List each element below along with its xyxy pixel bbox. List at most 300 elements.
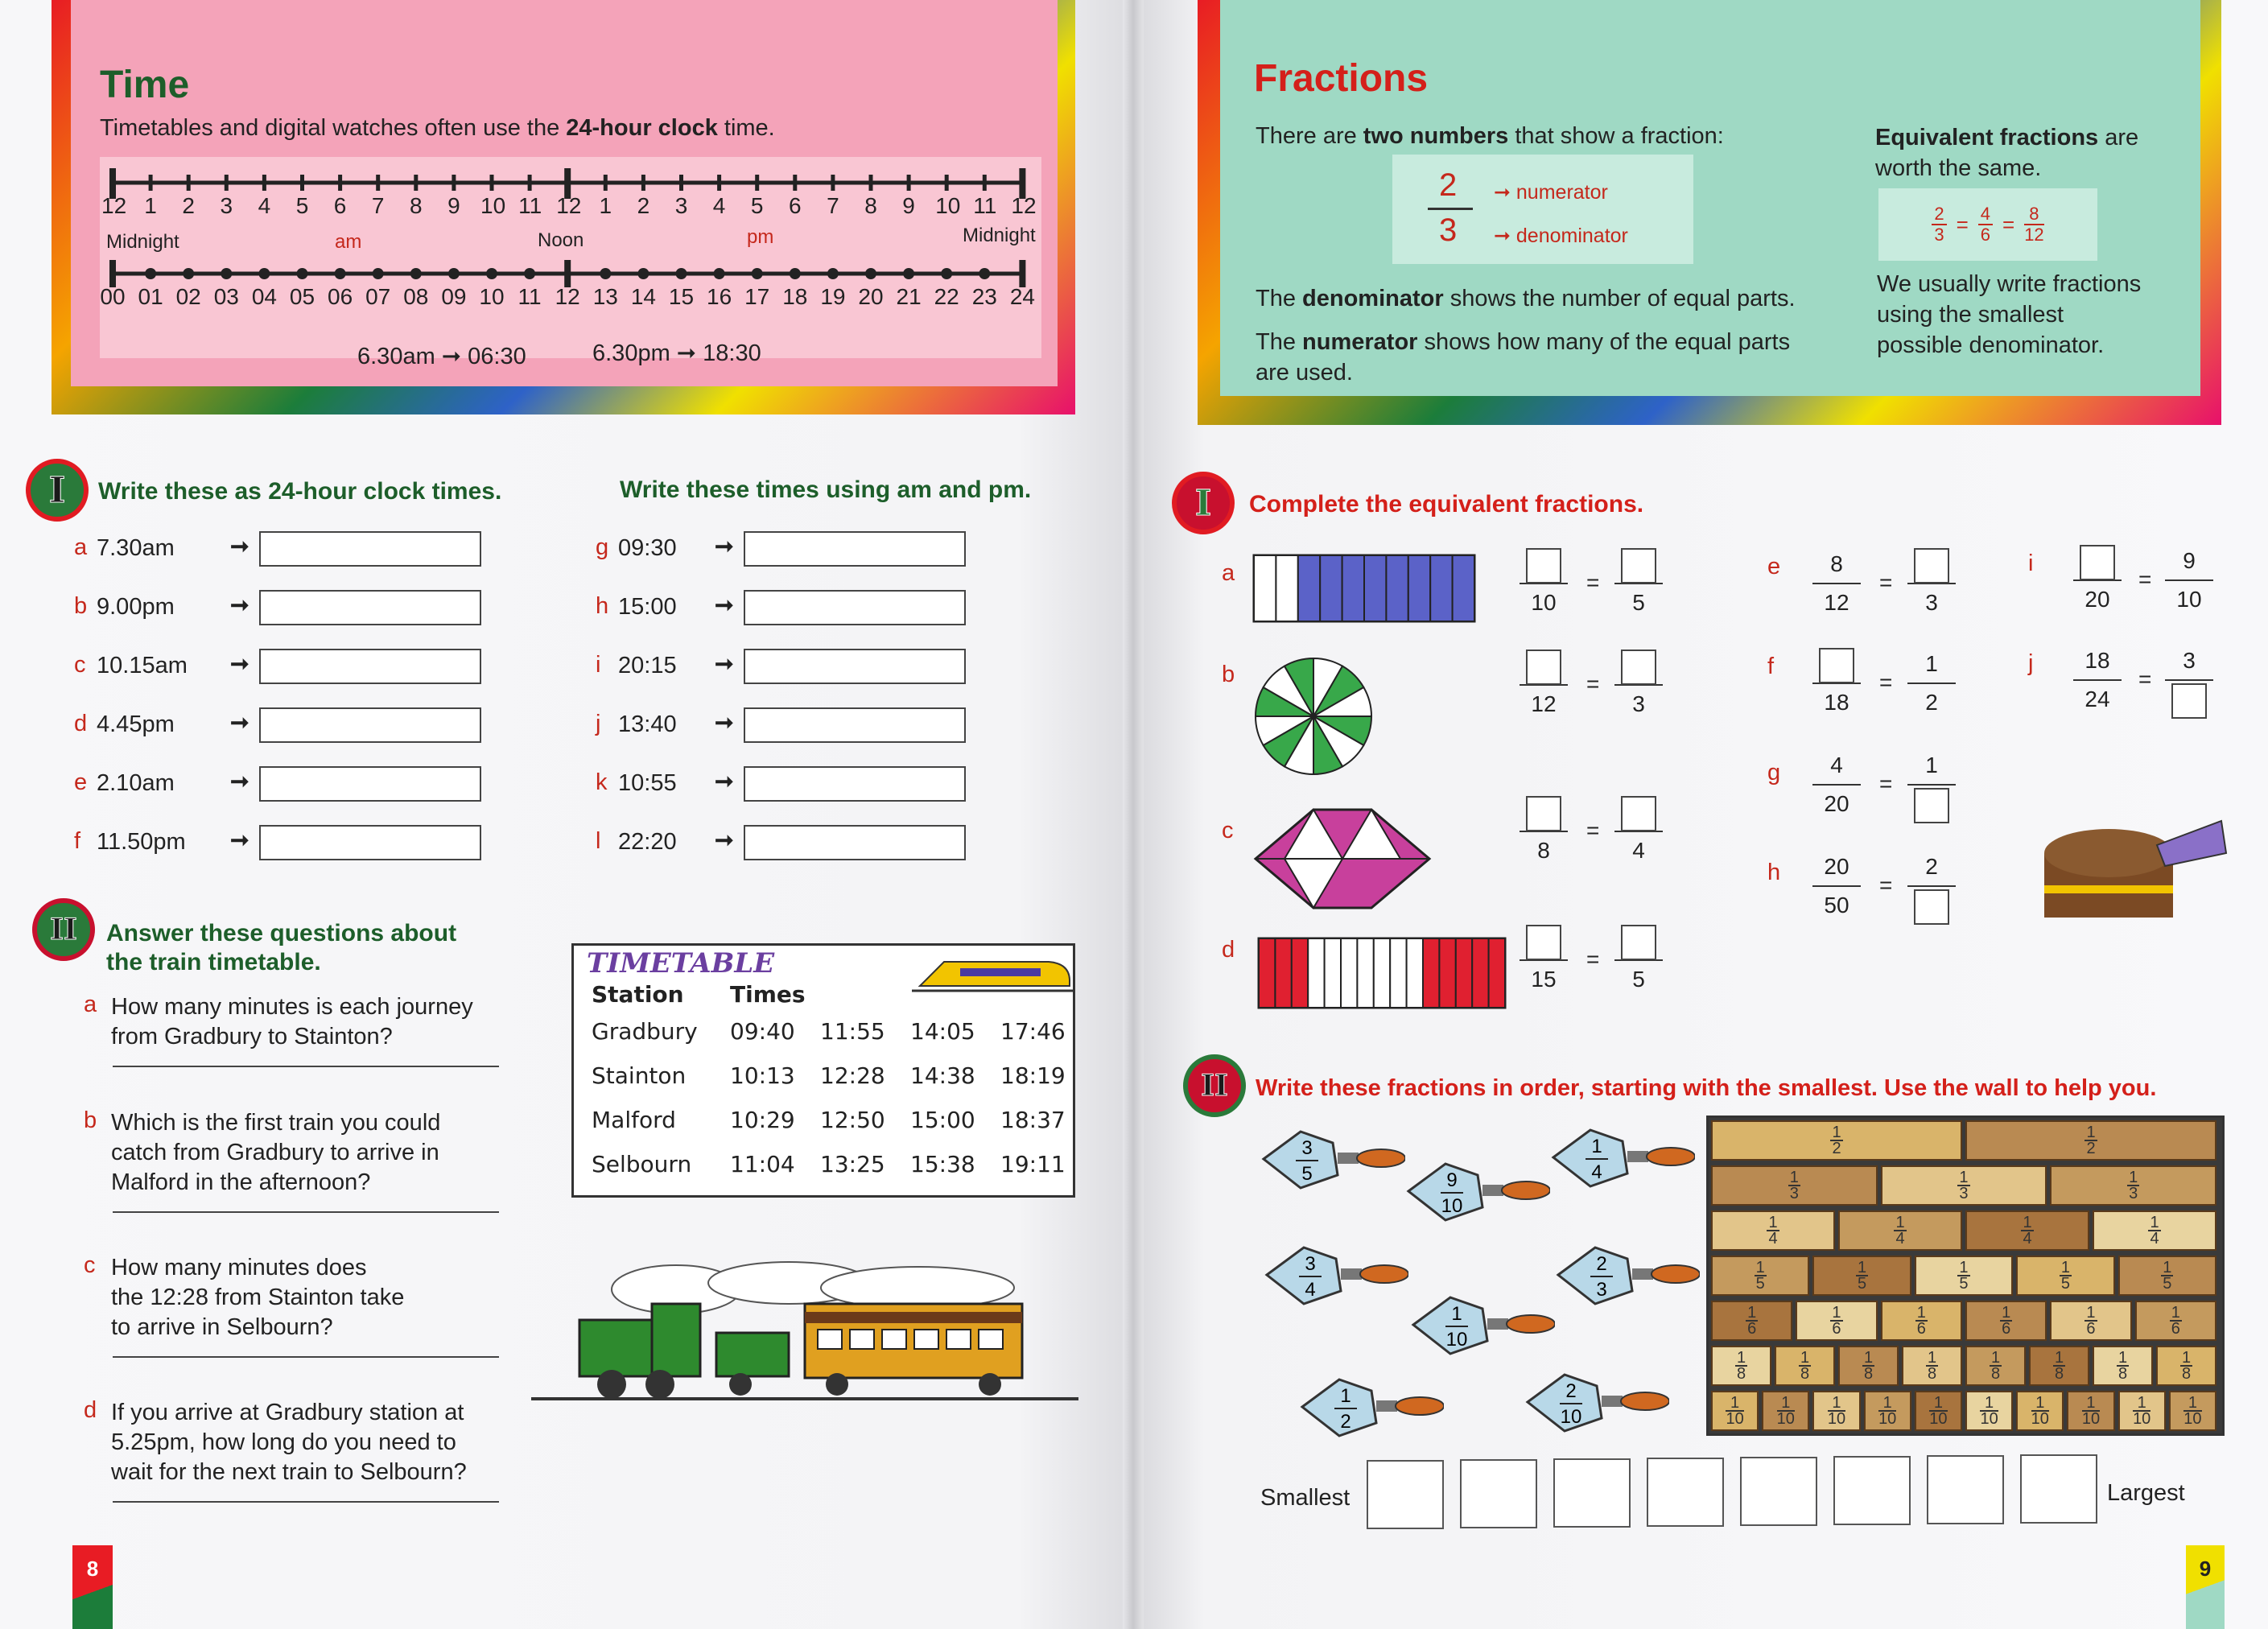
trowel-numerator: 2 [1565,1380,1577,1402]
fraction-item-letter: f [1767,654,1775,679]
clock24-dot [676,268,687,279]
clock24-label: 18 [782,284,808,309]
wall-brick: 1 8 [1902,1346,1962,1386]
wall-brick: 1 4 [1965,1210,2089,1251]
answer-line[interactable] [113,1501,499,1503]
trowel-handle [1502,1182,1550,1199]
clock12-label: 8 [410,193,423,218]
question-text: If you arrive at Gradbury station at [111,1400,464,1425]
trowel-handle [1507,1315,1555,1333]
wall-brick: 1 2 [1711,1120,1962,1161]
timetable-time: 12:28 [820,1062,885,1089]
timetable-title: TIMETABLE [587,947,775,979]
numerator-answer-box[interactable] [1819,648,1854,683]
item-text: 9.00pm [97,594,175,620]
item-text: 10:55 [618,770,677,796]
clock-12-labels [100,193,1041,225]
label-noon: Noon [538,229,584,251]
fractions-title: Fractions [1254,57,1429,100]
trowel-handle [1652,1265,1700,1283]
trowel [1550,1125,1695,1190]
item-text: 4.45pm [97,711,175,737]
clock12-label: 2 [637,193,650,218]
bar-tenths-a [1252,554,1476,623]
trowel [1524,1370,1669,1434]
item-letter: g [596,534,609,560]
clock24-label: 15 [668,284,695,309]
item-letter: l [596,828,601,854]
wall-brick: 1 3 [2050,1165,2216,1206]
wall-brick: 1 10 [1915,1391,1962,1431]
bar-part [1259,938,1275,1008]
numerator-answer-box[interactable] [1526,650,1561,685]
trowel-numerator: 3 [1301,1137,1313,1159]
wall-brick: 1 10 [2169,1391,2216,1431]
bar-part [1275,938,1291,1008]
answer-box[interactable] [259,707,481,743]
bar-part [1320,555,1342,621]
item-text: 10.15am [97,653,188,678]
trowel-denominator: 10 [1445,1329,1468,1351]
denominator-answer-box[interactable] [2171,683,2207,719]
clock12-label: 7 [371,193,385,218]
smallest-denominator-note: We usually write fractions using the smallest possible denominator. [1877,271,2142,358]
fraction-example: 2 3 ➞ numerator ➞ denominator [1392,155,1693,264]
order-answer-box[interactable] [1553,1458,1631,1528]
equiv-fraction: $\frac{4}{6}$ [1978,204,1993,245]
clock24-dot [827,268,839,279]
wall-brick: 1 8 [1838,1346,1899,1386]
trowel [1264,1243,1408,1307]
bar-part [1374,938,1390,1008]
timetable-time: 18:37 [1000,1107,1066,1133]
fraction: 12 [1520,649,1568,721]
item-text: 09:30 [618,535,677,561]
wall-brick: 1 6 [1796,1301,1877,1341]
numerator-answer-box[interactable] [1914,548,1949,584]
wall-brick: 1 8 [1711,1346,1771,1386]
trowel-numerator: 1 [1591,1136,1602,1157]
arrow-icon: ➞ [715,592,734,617]
clock24-dot [448,268,460,279]
fraction-item-letter: g [1767,760,1781,786]
clock24-label: 14 [630,284,656,309]
bar-part [1430,555,1452,621]
clock12-label: 1 [144,193,157,218]
answer-box[interactable] [744,590,966,625]
fraction: 2 [1907,850,1956,922]
bar-part [1453,555,1474,621]
trowel-neck [1341,1268,1362,1280]
timetable-time: 15:38 [910,1151,975,1177]
equals-sign: = [1586,946,1600,971]
clock24-dot [752,268,763,279]
section-1-badge: I [26,459,89,522]
trowel-handle [1360,1265,1408,1283]
timetable-time: 15:00 [910,1107,975,1133]
clock24-label: 17 [744,284,770,309]
numerator-answer-box[interactable] [1621,796,1656,831]
clock12-label: 12 [556,193,582,218]
bar-part [1386,555,1408,621]
order-answer-box[interactable] [1833,1456,1911,1525]
arrow-icon: ➞ [230,769,249,794]
equals-sign: = [1586,671,1600,696]
clock24-dot [714,268,725,279]
fraction: 3 [1614,649,1663,721]
answer-box[interactable] [744,649,966,684]
answer-line[interactable] [113,1356,499,1358]
numerator-answer-box[interactable] [1526,548,1561,584]
numerator-answer-box[interactable] [1526,925,1561,960]
wall-brick: 1 5 [2118,1256,2216,1296]
wall-brick: 1 5 [2016,1256,2114,1296]
timetable-col-station: Station [592,981,684,1008]
clock12-label: 8 [864,193,877,218]
fraction-item-letter: b [1222,662,1235,687]
question-text: How many minutes does [111,1255,367,1281]
bar-part [1364,555,1386,621]
question-text: from Gradbury to Stainton? [111,1024,393,1050]
timetable-time: 10:29 [730,1107,795,1133]
timetable-station: Selbourn [592,1151,692,1177]
trowel-numerator: 9 [1446,1169,1458,1191]
book-spine [1123,0,1144,1629]
answer-box[interactable] [259,825,481,860]
fraction: 4 [1614,795,1663,868]
timetable-time: 09:40 [730,1018,795,1045]
trowel [1405,1159,1550,1223]
arrow-icon: ➞ [230,651,249,676]
clock12-label: 5 [295,193,309,218]
bar-part [1276,555,1297,621]
clock12-label: 11 [973,193,997,218]
item-text: 15:00 [618,594,677,620]
clock24-dot [183,268,194,279]
fraction: 10 [1520,547,1568,620]
answer-box[interactable] [259,590,481,625]
answer-line[interactable] [113,1211,499,1213]
question-letter: c [84,1252,96,1278]
question-letter: b [84,1107,97,1133]
numerator-answer-box[interactable] [1621,548,1656,584]
trowel-neck [1482,1185,1503,1196]
wall-brick: 1 6 [2135,1301,2216,1341]
fractions-section-2-badge: II [1183,1054,1246,1117]
denominator-label: ➞ denominator [1494,225,1628,247]
equals-sign: = [1879,872,1893,897]
bar-part [1456,938,1472,1008]
equiv-fraction: $\frac{8}{12}$ [2024,204,2044,245]
item-letter: a [74,534,88,560]
answer-box[interactable] [744,531,966,567]
bar-part [1254,555,1276,621]
arrow-icon: ➞ [230,710,249,735]
fractions-intro: There are two numbers that show a fraction: [1256,123,1724,149]
clock12-label: 9 [902,193,915,218]
item-letter: j [596,711,601,736]
clock12-label: 12 [101,193,127,218]
order-answer-box[interactable] [2020,1454,2097,1524]
wall-brick: 1 8 [2156,1346,2216,1386]
clock12-label: 6 [789,193,802,218]
item-text: 22:20 [618,829,677,855]
fraction: 3 [1907,547,1956,620]
timetable-time: 17:46 [1000,1018,1066,1045]
fraction: 5 [1614,547,1663,620]
numerator-label: ➞ numerator [1494,181,1608,204]
question-text: Which is the first train you could [111,1110,441,1136]
steam-train-illustration [531,1256,1078,1433]
clock24-label: 02 [175,284,201,309]
wall-brick: 1 4 [1838,1210,1962,1251]
fraction: 15 [1520,924,1568,996]
trowel-handle [1396,1397,1444,1415]
equivalent-explanation: Equivalent fractions are worth the same. [1875,125,2139,181]
trowel-denominator: 10 [1441,1195,1463,1217]
clock24-label: 06 [328,284,353,309]
bullet-train-icon [912,947,1073,996]
bar-part [1292,938,1308,1008]
smallest-label: Smallest [1260,1485,1350,1511]
clock24-dot [865,268,876,279]
wall-brick: 1 5 [1915,1256,2013,1296]
clock24-label: 00 [100,284,126,309]
numerator-answer-box[interactable] [1526,796,1561,831]
clock24-dot [335,268,346,279]
clock24-dot [524,268,535,279]
trowel-denominator: 5 [1301,1163,1313,1185]
clock24-label: 05 [289,284,315,309]
item-letter: i [596,652,601,678]
fractions-section-1-badge: I [1172,472,1235,534]
order-answer-box[interactable] [1367,1460,1444,1529]
item-text: 20:15 [618,653,677,678]
clock24-dot [258,268,270,279]
example-2: 6.30pm ➞ 18:30 [592,340,761,366]
trowel-denominator: 10 [1560,1406,1582,1428]
question-letter: a [84,992,97,1017]
item-letter: c [74,652,86,678]
item-text: 2.10am [97,770,175,796]
wall-brick: 1 5 [1812,1256,1911,1296]
rhombus-eighths-c [1252,806,1433,911]
fraction: 18 24 [2073,644,2122,716]
question-text: the 12:28 from Stainton take [111,1285,405,1310]
item-letter: h [596,593,609,619]
wall-brick: 1 10 [2016,1391,2064,1431]
clock24-label: 19 [820,284,846,309]
bar-part [1439,938,1455,1008]
arrow-icon: ➞ [715,710,734,735]
trowel [1410,1293,1555,1357]
denominator-answer-box[interactable] [1914,889,1949,925]
item-letter: e [74,769,88,795]
order-answer-box[interactable] [1740,1457,1817,1526]
arrow-icon: ➞ [715,534,734,559]
numerator-explanation: The numerator shows how many of the equal parts are used. [1256,329,1791,386]
page-number-right: 9 [2186,1545,2225,1629]
time-title: Time [100,64,190,106]
bar-part [1390,938,1406,1008]
clock12-label: 5 [750,193,764,218]
trowel [1555,1243,1700,1307]
trowel [1260,1127,1405,1191]
timetable-time: 11:55 [820,1018,885,1045]
clock24-dot [941,268,952,279]
timetable-time: 19:11 [1000,1151,1066,1177]
clock-24-labels [100,284,1041,316]
trowel-denominator: 2 [1340,1411,1351,1433]
fraction: 3 [2165,644,2213,716]
wall-brick: 1 8 [1775,1346,1835,1386]
clock12-label: 10 [480,193,506,218]
timetable-station: Gradbury [592,1018,698,1045]
wall-brick: 1 6 [1965,1301,2047,1341]
order-answer-box[interactable] [1647,1458,1724,1527]
label-midnight-left: Midnight [106,231,179,253]
wall-brick: 1 10 [1864,1391,1911,1431]
equals-sign: = [2138,666,2152,691]
timetable-col-times: Times [730,981,806,1008]
clock24-dot [221,268,232,279]
clock24-label: 08 [403,284,429,309]
wall-brick: 1 10 [2067,1391,2114,1431]
trowel-numerator: 2 [1596,1253,1607,1275]
answer-box[interactable] [259,649,481,684]
fraction: 18 [1812,647,1861,720]
trowel-denominator: 4 [1591,1161,1602,1183]
timetable-time: 10:13 [730,1062,795,1089]
item-letter: d [74,711,88,736]
fraction: 20 50 [1812,850,1861,922]
question-text: wait for the next train to Selbourn? [111,1459,467,1485]
timetable-time: 14:05 [910,1018,975,1045]
clock12-label: 6 [333,193,347,218]
clock12-label: 2 [182,193,195,218]
item-text: 13:40 [618,711,677,737]
equals-sign: = [1956,212,1969,237]
wall-brick: 1 8 [2029,1346,2089,1386]
time-intro: Timetables and digital watches often use the 24-hour clock time. [100,115,775,141]
arrow-icon: ➞ [715,827,734,852]
bar-part [1489,938,1505,1008]
order-answer-box[interactable] [1460,1459,1537,1528]
section-1-heading-right: Write these times using am and pm. [620,476,1032,503]
clock24-dot [145,268,156,279]
bar-fifteenths-d [1257,937,1507,1009]
trowel-handle [1357,1149,1405,1167]
clock24-label: 16 [707,284,732,309]
fraction-item-letter: i [2028,551,2034,576]
section-2-badge: II [32,898,95,961]
fraction-item-letter: e [1767,554,1781,579]
equals-sign: = [2002,212,2015,237]
timetable-time: 14:38 [910,1062,975,1089]
wall-brick: 1 6 [2050,1301,2131,1341]
denominator-answer-box[interactable] [1914,788,1949,823]
wall-brick: 1 3 [1711,1165,1878,1206]
clock24-dot [410,268,422,279]
circle-twelfths-b [1252,655,1375,777]
fraction: 8 [1520,795,1568,868]
equiv-fraction: $\frac{2}{3}$ [1932,204,1946,245]
section-2-heading: Answer these questions about the train timetable. [106,920,457,975]
clock24-label: 10 [479,284,505,309]
clock24-dot [297,268,308,279]
label-pm: pm [747,226,774,248]
question-text: to arrive in Selbourn? [111,1314,333,1340]
numerator-answer-box[interactable] [1621,925,1656,960]
trowel [1299,1375,1444,1439]
answer-box[interactable] [744,766,966,802]
clock12-label: 1 [599,193,612,218]
wall-brick: 1 4 [2093,1210,2216,1251]
fraction: 8 12 [1812,547,1861,620]
fraction: 5 [1614,924,1663,996]
answer-box[interactable] [259,766,481,802]
wall-brick: 1 3 [1881,1165,2047,1206]
wall-brick: 1 10 [2118,1391,2166,1431]
answer-box[interactable] [259,531,481,567]
clock24-dot [600,268,611,279]
fraction: 4 20 [1812,749,1861,821]
question-text: How many minutes is each journey [111,994,473,1020]
timetable-station: Stainton [592,1062,687,1089]
equals-sign: = [2138,567,2152,592]
answer-box[interactable] [744,707,966,743]
answer-line[interactable] [113,1066,499,1067]
item-letter: k [596,769,608,795]
trowel-neck [1632,1268,1653,1280]
clock-lines [100,157,1041,358]
equals-sign: = [1586,570,1600,595]
clock24-dot [979,268,990,279]
label-am: am [335,231,362,253]
bar-part [1308,938,1324,1008]
clock24-dot [373,268,384,279]
fraction-item-letter: c [1222,818,1234,843]
numerator-answer-box[interactable] [1621,650,1656,685]
trowel-numerator: 1 [1451,1303,1462,1325]
equals-sign: = [1879,570,1893,595]
timetable-time: 13:25 [820,1151,885,1177]
trowel-denominator: 3 [1596,1279,1607,1301]
clock24-label: 09 [441,284,467,309]
section-1-heading-left: Write these as 24-hour clock times. [98,478,502,505]
bar-part [1408,555,1430,621]
timetable [571,943,1075,1198]
arrow-icon: ➞ [230,534,249,559]
timetable-time: 11:04 [730,1151,795,1177]
wall-brick: 1 10 [1711,1391,1759,1431]
fraction: 1 2 [1907,647,1956,720]
order-answer-box[interactable] [1927,1455,2004,1524]
clock24-dot [486,268,497,279]
bar-part [1325,938,1341,1008]
trowel-neck [1338,1153,1359,1164]
denominator-explanation: The denominator shows the number of equal parts. [1256,286,1796,311]
numerator-answer-box[interactable] [2080,545,2115,580]
answer-box[interactable] [744,825,966,860]
arrow-icon: ➞ [230,592,249,617]
item-text: 11.50pm [97,829,186,855]
wall-brick: 1 2 [1965,1120,2216,1161]
item-text: 7.30am [97,535,175,561]
bar-part [1472,938,1488,1008]
fraction: 9 10 [2165,544,2213,617]
largest-label: Largest [2107,1480,2185,1506]
